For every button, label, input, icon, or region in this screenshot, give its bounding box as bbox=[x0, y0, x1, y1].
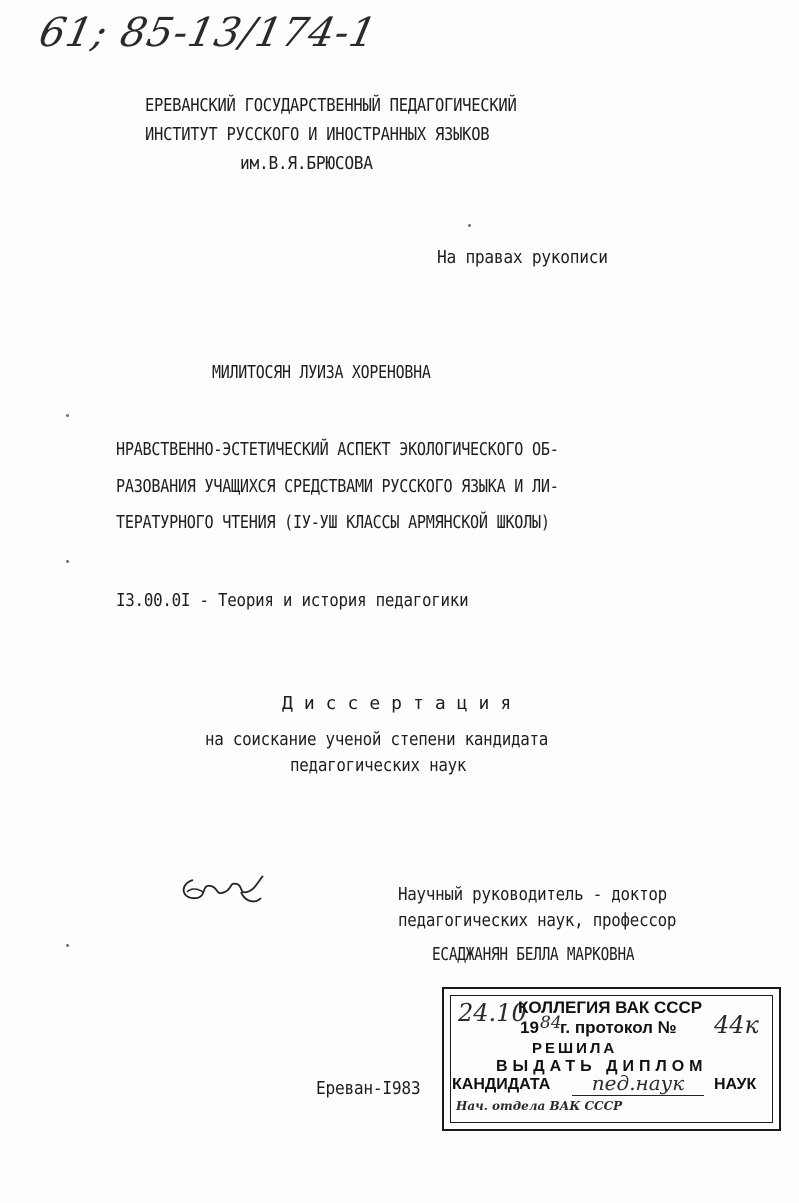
stamp-handwritten-date: 24.10 bbox=[458, 999, 527, 1027]
stamp-year-prefix: 19 bbox=[520, 1018, 539, 1037]
stamp-nauk-label: НАУК bbox=[714, 1076, 757, 1093]
dissertation-heading: Диссертация bbox=[282, 693, 523, 714]
scan-speck bbox=[66, 944, 69, 947]
stamp-collegium-title: КОЛЛЕГИЯ ВАК СССР bbox=[518, 998, 703, 1017]
stamp-handwritten-field: пед.наук bbox=[572, 1071, 704, 1096]
institute-name-line-3: им.В.Я.БРЮСОВА bbox=[240, 153, 373, 174]
thesis-title-line-3: ТЕРАТУРНОГО ЧТЕНИЯ (IУ-УШ КЛАССЫ АРМЯНСКОЙ ШКОЛЫ) bbox=[116, 512, 550, 533]
supervisor-name: ЕСАДЖАНЯН БЕЛЛА МАРКОВНА bbox=[432, 944, 635, 965]
scan-speck bbox=[66, 414, 69, 417]
stamp-protocol-label: г. протокол № bbox=[560, 1018, 677, 1037]
stamp-candidate-label: КАНДИДАТА bbox=[452, 1076, 551, 1093]
institute-name-line-2: ИНСТИТУТ РУССКОГО И ИНОСТРАННЫХ ЯЗЫКОВ bbox=[145, 124, 490, 145]
author-name: МИЛИТОСЯН ЛУИЗА ХОРЕНОВНА bbox=[212, 362, 431, 383]
scan-speck bbox=[66, 560, 69, 563]
stamp-handwritten-year: 84 bbox=[540, 1013, 562, 1033]
institute-name-line-1: ЕРЕВАНСКИЙ ГОСУДАРСТВЕННЫЙ ПЕДАГОГИЧЕСКИЙ bbox=[145, 95, 517, 116]
stamp-issue-diploma: ВЫДАТЬ ДИПЛОМ bbox=[496, 1058, 708, 1075]
degree-line-1: на соискание ученой степени кандидата bbox=[205, 729, 549, 750]
vak-approval-stamp bbox=[442, 987, 781, 1131]
stamp-handwritten-protocol-number: 44к bbox=[714, 1011, 759, 1039]
thesis-title-line-1: НРАВСТВЕННО-ЭСТЕТИЧЕСКИЙ АСПЕКТ ЭКОЛОГИЧЕСКОГО ОБ- bbox=[116, 439, 559, 460]
stamp-decided: РЕШИЛА bbox=[532, 1040, 618, 1057]
manuscript-rights-note: На правах рукописи bbox=[437, 247, 608, 268]
specialty-code: I3.00.0I - Теория и история педагогики bbox=[116, 590, 469, 611]
degree-line-2: педагогических наук bbox=[290, 755, 467, 776]
stamp-department-footer: Нач. отдела ВАК СССР bbox=[456, 1099, 623, 1113]
supervisor-line-2: педагогических наук, профессор bbox=[398, 910, 677, 931]
author-signature bbox=[175, 862, 270, 912]
scan-speck bbox=[468, 224, 471, 227]
supervisor-line-1: Научный руководитель - доктор bbox=[398, 884, 667, 905]
city-year: Ереван-I983 bbox=[316, 1078, 421, 1099]
thesis-title-line-2: РАЗОВАНИЯ УЧАЩИХСЯ СРЕДСТВАМИ РУССКОГО ЯЗЫКА И ЛИ- bbox=[116, 476, 559, 497]
handwritten-archive-number: 61; 85-13/174-1 bbox=[35, 10, 382, 56]
